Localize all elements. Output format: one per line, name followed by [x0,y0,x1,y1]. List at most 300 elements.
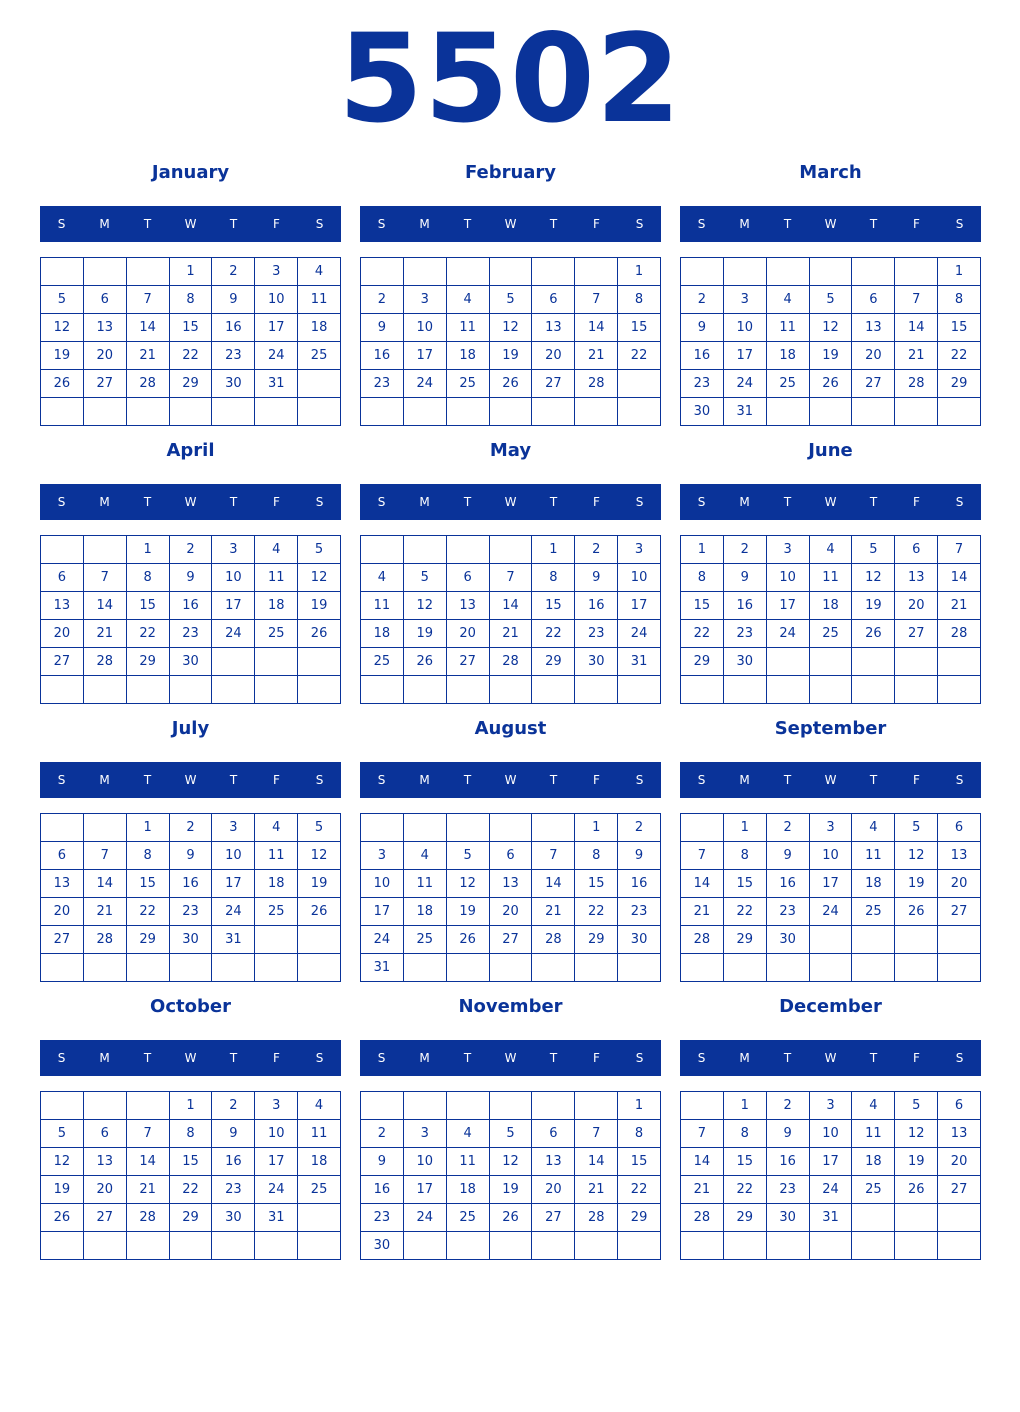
day-cell: 8 [724,842,767,870]
day-cell: 29 [127,648,170,676]
day-cell: 25 [447,1204,490,1232]
day-cell: 5 [404,564,447,592]
empty-day-cell [490,1092,533,1120]
day-cell: 4 [767,286,810,314]
weekday-label: T [143,773,152,787]
day-cell: 2 [618,814,661,842]
empty-day-cell [404,814,447,842]
empty-day-cell [532,676,575,704]
day-cell: 23 [212,342,255,370]
day-cell: 9 [361,1148,404,1176]
day-cell: 26 [490,1204,533,1232]
empty-day-cell [404,1092,447,1120]
day-cell: 23 [361,370,404,398]
day-cell: 11 [255,564,298,592]
day-cell: 11 [404,870,447,898]
empty-day-cell [41,676,84,704]
day-cell: 30 [212,1204,255,1232]
day-cell: 28 [681,926,724,954]
empty-day-cell [41,1232,84,1260]
day-grid [360,813,661,982]
empty-day-cell [404,954,447,982]
day-cell: 6 [852,286,895,314]
day-cell: 18 [447,1176,490,1204]
weekday-label: T [463,1051,472,1065]
weekday-label: S [377,217,386,231]
empty-day-cell [767,648,810,676]
day-cell: 15 [724,870,767,898]
day-cell: 24 [361,926,404,954]
day-cell: 9 [170,564,213,592]
day-cell: 27 [852,370,895,398]
day-cell: 26 [298,898,341,926]
day-cell: 26 [404,648,447,676]
empty-day-cell [938,676,981,704]
weekday-label: F [913,1051,920,1065]
day-cell: 3 [724,286,767,314]
day-cell: 4 [447,286,490,314]
empty-day-cell [852,1204,895,1232]
empty-day-cell [938,926,981,954]
empty-day-cell [255,1232,298,1260]
day-cell: 10 [810,842,853,870]
day-cell: 27 [41,926,84,954]
day-cell: 17 [212,592,255,620]
weekday-label: W [184,495,197,509]
weekday-label: M [739,1051,750,1065]
weekday-label: W [824,217,837,231]
day-cell: 23 [212,1176,255,1204]
day-cell: 6 [41,564,84,592]
day-cell: 9 [681,314,724,342]
day-cell: 29 [127,926,170,954]
day-cell: 31 [212,926,255,954]
empty-day-cell [41,1092,84,1120]
day-cell: 5 [490,1120,533,1148]
day-cell: 21 [490,620,533,648]
empty-day-cell [618,1232,661,1260]
weekday-label: S [57,495,66,509]
day-cell: 15 [127,870,170,898]
day-cell: 24 [255,342,298,370]
empty-day-cell [490,814,533,842]
empty-day-cell [767,258,810,286]
weekday-label: T [229,1051,238,1065]
day-cell: 4 [404,842,447,870]
empty-day-cell [767,676,810,704]
day-cell: 20 [84,342,127,370]
day-cell: 25 [298,1176,341,1204]
day-cell: 2 [724,536,767,564]
day-cell: 24 [404,370,447,398]
day-cell: 2 [767,814,810,842]
empty-day-cell [810,926,853,954]
day-cell: 23 [170,620,213,648]
day-cell: 31 [255,1204,298,1232]
day-cell: 29 [170,370,213,398]
day-cell: 7 [575,286,618,314]
day-cell: 18 [255,870,298,898]
day-cell: 3 [212,814,255,842]
day-cell: 1 [127,536,170,564]
empty-day-cell [681,1092,724,1120]
weekday-label: W [184,217,197,231]
empty-day-cell [361,814,404,842]
day-cell: 17 [404,342,447,370]
day-cell: 26 [447,926,490,954]
day-cell: 5 [41,1120,84,1148]
day-cell: 29 [532,648,575,676]
day-cell: 18 [767,342,810,370]
day-cell: 6 [532,286,575,314]
weekday-label: F [273,495,280,509]
empty-day-cell [724,954,767,982]
weekday-label: T [229,773,238,787]
day-cell: 15 [618,1148,661,1176]
day-cell: 25 [767,370,810,398]
day-cell: 9 [361,314,404,342]
empty-day-cell [447,1092,490,1120]
day-cell: 3 [255,258,298,286]
day-cell: 7 [127,286,170,314]
day-cell: 8 [938,286,981,314]
weekday-header [680,206,981,242]
day-cell: 19 [490,342,533,370]
day-cell: 20 [447,620,490,648]
day-cell: 21 [681,1176,724,1204]
day-cell: 30 [170,648,213,676]
empty-day-cell [490,1232,533,1260]
day-cell: 27 [84,1204,127,1232]
day-cell: 11 [361,592,404,620]
day-cell: 16 [212,1148,255,1176]
day-cell: 1 [938,258,981,286]
weekday-label: F [593,773,600,787]
day-cell: 26 [41,1204,84,1232]
day-cell: 17 [361,898,404,926]
day-cell: 9 [212,1120,255,1148]
day-cell: 19 [41,342,84,370]
weekday-label: T [869,773,878,787]
day-cell: 21 [84,898,127,926]
day-cell: 3 [810,1092,853,1120]
day-cell: 23 [681,370,724,398]
weekday-label: W [184,773,197,787]
day-cell: 8 [170,286,213,314]
empty-day-cell [490,954,533,982]
day-cell: 23 [170,898,213,926]
day-cell: 11 [852,842,895,870]
empty-day-cell [938,1232,981,1260]
day-cell: 14 [127,314,170,342]
empty-day-cell [575,954,618,982]
day-cell: 19 [895,870,938,898]
day-cell: 22 [575,898,618,926]
day-cell: 11 [852,1120,895,1148]
day-cell: 13 [84,314,127,342]
day-cell: 13 [532,314,575,342]
weekday-label: F [273,1051,280,1065]
weekday-label: F [913,217,920,231]
day-cell: 23 [724,620,767,648]
day-cell: 4 [852,1092,895,1120]
day-cell: 17 [618,592,661,620]
day-cell: 19 [404,620,447,648]
day-cell: 30 [618,926,661,954]
weekday-label: S [635,217,644,231]
empty-day-cell [852,954,895,982]
weekday-label: S [315,217,324,231]
empty-day-cell [938,1204,981,1232]
day-cell: 4 [298,1092,341,1120]
month-name: May [489,440,532,461]
empty-day-cell [618,676,661,704]
day-cell: 28 [532,926,575,954]
day-cell: 21 [127,1176,170,1204]
empty-day-cell [724,676,767,704]
month-name: December [779,996,882,1017]
day-cell: 19 [895,1148,938,1176]
day-cell: 24 [404,1204,447,1232]
day-cell: 22 [681,620,724,648]
day-cell: 25 [852,1176,895,1204]
empty-day-cell [447,536,490,564]
empty-day-cell [575,1092,618,1120]
year-title: 5502 [338,8,682,150]
day-cell: 30 [767,926,810,954]
day-cell: 20 [895,592,938,620]
empty-day-cell [767,398,810,426]
day-cell: 10 [404,1148,447,1176]
day-cell: 6 [895,536,938,564]
day-cell: 26 [895,1176,938,1204]
weekday-label: T [869,217,878,231]
day-cell: 31 [724,398,767,426]
day-cell: 21 [575,342,618,370]
day-cell: 14 [490,592,533,620]
empty-day-cell [404,676,447,704]
day-cell: 1 [618,1092,661,1120]
empty-day-cell [41,258,84,286]
day-cell: 2 [170,536,213,564]
day-cell: 15 [724,1148,767,1176]
day-cell: 29 [938,370,981,398]
weekday-label: T [229,217,238,231]
day-cell: 10 [361,870,404,898]
day-cell: 2 [170,814,213,842]
empty-day-cell [404,258,447,286]
day-cell: 24 [255,1176,298,1204]
day-cell: 21 [84,620,127,648]
day-cell: 10 [255,1120,298,1148]
empty-day-cell [895,954,938,982]
weekday-label: W [504,773,517,787]
empty-day-cell [895,926,938,954]
weekday-label: M [739,495,750,509]
day-cell: 22 [170,1176,213,1204]
month-name: March [799,162,862,183]
day-cell: 22 [170,342,213,370]
weekday-label: T [143,217,152,231]
empty-day-cell [298,676,341,704]
day-cell: 13 [852,314,895,342]
empty-day-cell [212,1232,255,1260]
weekday-label: T [549,495,558,509]
day-cell: 16 [361,342,404,370]
day-cell: 18 [447,342,490,370]
day-cell: 13 [447,592,490,620]
weekday-label: S [697,495,706,509]
day-cell: 19 [490,1176,533,1204]
day-grid [680,257,981,426]
day-cell: 6 [447,564,490,592]
empty-day-cell [532,258,575,286]
day-cell: 13 [490,870,533,898]
day-cell: 13 [41,870,84,898]
day-cell: 22 [127,898,170,926]
day-cell: 21 [895,342,938,370]
day-cell: 30 [170,926,213,954]
empty-day-cell [767,954,810,982]
day-cell: 9 [170,842,213,870]
day-grid [40,813,341,982]
weekday-label: S [697,773,706,787]
empty-day-cell [575,398,618,426]
day-cell: 27 [532,1204,575,1232]
month-name: September [774,718,887,739]
empty-day-cell [724,258,767,286]
day-cell: 24 [724,370,767,398]
day-cell: 27 [447,648,490,676]
day-cell: 12 [41,1148,84,1176]
day-grid [680,813,981,982]
day-cell: 26 [490,370,533,398]
weekday-header [360,762,661,798]
empty-day-cell [298,1232,341,1260]
day-cell: 26 [298,620,341,648]
day-cell: 22 [724,1176,767,1204]
day-cell: 7 [895,286,938,314]
day-cell: 28 [575,1204,618,1232]
day-cell: 1 [681,536,724,564]
day-cell: 30 [575,648,618,676]
weekday-header [40,1040,341,1076]
day-cell: 3 [767,536,810,564]
empty-day-cell [127,676,170,704]
weekday-label: F [273,773,280,787]
empty-day-cell [852,258,895,286]
day-cell: 10 [724,314,767,342]
day-cell: 19 [447,898,490,926]
weekday-label: S [377,495,386,509]
empty-day-cell [447,676,490,704]
empty-day-cell [84,1232,127,1260]
day-cell: 16 [575,592,618,620]
day-cell: 15 [127,592,170,620]
empty-day-cell [41,814,84,842]
day-cell: 7 [84,564,127,592]
day-cell: 13 [84,1148,127,1176]
day-cell: 29 [681,648,724,676]
empty-day-cell [938,648,981,676]
day-cell: 28 [895,370,938,398]
day-cell: 5 [298,814,341,842]
weekday-label: S [57,1051,66,1065]
empty-day-cell [170,398,213,426]
empty-day-cell [212,398,255,426]
weekday-header [680,1040,981,1076]
day-cell: 20 [41,620,84,648]
day-cell: 28 [938,620,981,648]
day-cell: 8 [170,1120,213,1148]
day-cell: 28 [575,370,618,398]
day-cell: 14 [84,592,127,620]
day-cell: 11 [767,314,810,342]
day-cell: 5 [895,1092,938,1120]
day-cell: 20 [852,342,895,370]
day-cell: 27 [895,620,938,648]
month-name: January [151,162,230,183]
empty-day-cell [361,1092,404,1120]
weekday-label: S [377,1051,386,1065]
day-cell: 25 [404,926,447,954]
day-cell: 14 [575,1148,618,1176]
day-cell: 29 [170,1204,213,1232]
day-cell: 12 [810,314,853,342]
day-cell: 9 [724,564,767,592]
day-cell: 2 [575,536,618,564]
day-cell: 26 [810,370,853,398]
empty-day-cell [84,814,127,842]
empty-day-cell [681,676,724,704]
day-cell: 10 [212,842,255,870]
day-cell: 1 [724,814,767,842]
empty-day-cell [298,398,341,426]
day-cell: 13 [532,1148,575,1176]
day-cell: 15 [170,1148,213,1176]
day-cell: 10 [404,314,447,342]
empty-day-cell [84,536,127,564]
empty-day-cell [532,398,575,426]
day-cell: 6 [490,842,533,870]
day-cell: 2 [361,1120,404,1148]
day-cell: 15 [575,870,618,898]
day-cell: 26 [895,898,938,926]
day-cell: 25 [255,898,298,926]
weekday-label: W [824,773,837,787]
month-name: July [171,718,210,739]
day-cell: 17 [767,592,810,620]
day-cell: 2 [767,1092,810,1120]
empty-day-cell [810,1232,853,1260]
empty-day-cell [84,954,127,982]
day-cell: 22 [724,898,767,926]
empty-day-cell [895,1204,938,1232]
weekday-label: M [99,217,110,231]
weekday-label: S [955,773,964,787]
day-cell: 11 [810,564,853,592]
day-cell: 19 [852,592,895,620]
empty-day-cell [810,648,853,676]
day-cell: 27 [938,1176,981,1204]
weekday-header [680,762,981,798]
day-cell: 31 [618,648,661,676]
day-cell: 11 [447,314,490,342]
day-cell: 24 [212,898,255,926]
day-cell: 23 [767,1176,810,1204]
empty-day-cell [532,814,575,842]
empty-day-cell [127,1092,170,1120]
